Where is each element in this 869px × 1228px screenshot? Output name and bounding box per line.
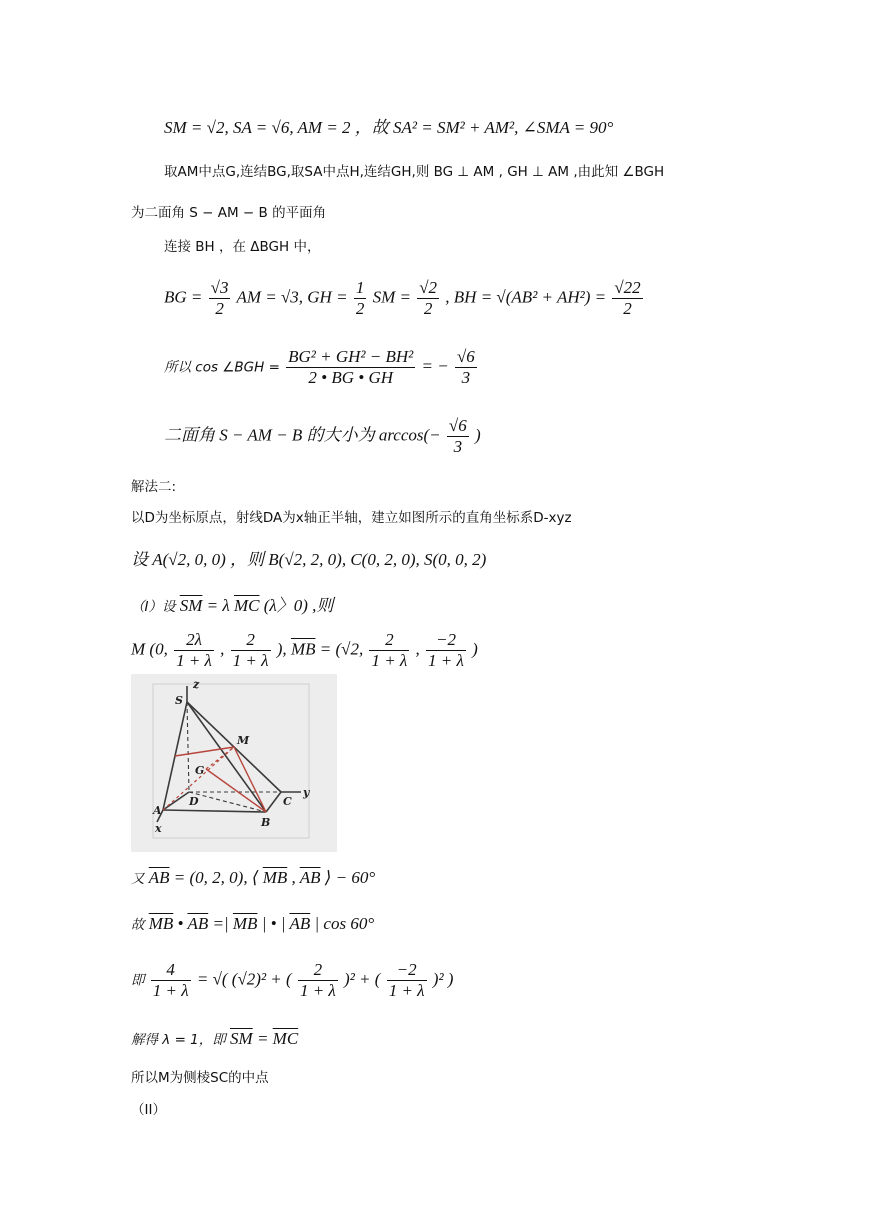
l12-pre: M (0, xyxy=(131,639,168,659)
line-6 xyxy=(164,347,479,388)
frac-result xyxy=(455,347,477,388)
segment-gb xyxy=(206,769,266,812)
vec-mb-4: $\overline{MB}$ xyxy=(232,914,258,933)
line-1: SM = √2, SA = √6, AM = 2 ，故 SA² = SM² + AM², ∠SMA = 90° xyxy=(164,118,614,137)
frac-sq-a-den: 1 + λ xyxy=(299,981,336,1000)
label-y: y xyxy=(303,786,310,799)
pyramid-figure xyxy=(131,674,337,852)
l7-pre: 二面角 S − AM − B 的大小为 arccos(− xyxy=(164,425,441,445)
l11-mid: = λ xyxy=(206,596,230,615)
l14-pre: 故 xyxy=(131,917,145,933)
frac-four-den: 1 + λ xyxy=(152,981,189,1000)
label-g: G xyxy=(195,764,205,777)
frac-arccos xyxy=(447,416,469,457)
l11-post: (λ〉0) ,则 xyxy=(263,596,334,615)
label-d: D xyxy=(189,795,199,808)
label-s: S xyxy=(175,694,183,707)
frac-m-z xyxy=(231,630,271,671)
l15-mid: = √( (√2)² + ( xyxy=(196,969,292,989)
line-9: 以D为坐标原点，射线DA为x轴正半轴，建立如图所示的直角坐标系D-xyz xyxy=(131,510,572,526)
frac-sq-a xyxy=(298,960,338,1001)
frac-sq-b-num: −2 xyxy=(396,960,417,979)
l12-c5: ) xyxy=(472,639,478,659)
edge-ab xyxy=(163,810,266,812)
l14-b: • xyxy=(177,914,188,933)
frac-bg xyxy=(209,278,231,319)
frac-m-y xyxy=(174,630,214,671)
frac-bh-num: √22 xyxy=(614,278,641,297)
frac-cos-num: BG² + GH² − BH² xyxy=(288,347,414,366)
frac-m-y-num: 2λ xyxy=(186,630,202,649)
vec-ab-4: $\overline{AB}$ xyxy=(289,914,311,933)
line-3: 为二面角 S − AM − B 的平面角 xyxy=(131,205,327,221)
frac-gh-den: 2 xyxy=(355,299,365,318)
l14-c: =| xyxy=(212,914,229,933)
l12-c4: , xyxy=(415,639,420,659)
frac-result-den: 3 xyxy=(455,367,477,388)
l16-pre: 解得 λ = 1，即 xyxy=(131,1032,226,1048)
frac-mb-y xyxy=(369,630,409,671)
line-14 xyxy=(131,914,374,935)
l11-pre: （Ⅰ）设 xyxy=(131,599,176,615)
frac-bh-den: 2 xyxy=(612,298,642,319)
l12-c3: = (√2, xyxy=(319,639,364,659)
frac-m-y-den: 1 + λ xyxy=(176,651,212,670)
vec-mc-2: $\overline{MC}$ xyxy=(272,1029,299,1048)
vec-mc: $\overline{MC}$ xyxy=(234,596,260,615)
vec-sm-2: $\overline{SM}$ xyxy=(230,1029,253,1048)
pyramid-diagram xyxy=(131,674,337,852)
line-5 xyxy=(164,278,645,319)
vec-mb-3: $\overline{MB}$ xyxy=(148,914,174,933)
frac-m-z-den: 1 + λ xyxy=(232,651,269,670)
l5-mid3: , BH = √(AB² + AH²) = xyxy=(445,287,607,307)
line-8: 解法二: xyxy=(131,479,177,495)
frac-bg-den: 2 xyxy=(209,298,231,319)
l15-post: )² ) xyxy=(432,969,454,989)
l16-eq: = xyxy=(256,1029,273,1048)
l6-eq: = − xyxy=(421,356,449,376)
label-x: x xyxy=(155,822,162,835)
l15-pre: 即 xyxy=(131,972,145,989)
line-7 xyxy=(164,416,481,457)
frac-mb-z xyxy=(426,630,466,671)
frac-sq-b xyxy=(387,960,427,1001)
l7-post: ) xyxy=(474,425,481,445)
frac-arccos-den: 3 xyxy=(447,436,469,457)
frac-sq-b-den: 1 + λ xyxy=(388,981,425,1000)
vec-mb: $\overline{MB}$ xyxy=(290,639,316,659)
frac-gh-num: 1 xyxy=(355,278,365,297)
line-10: 设 A(√2, 0, 0) ，则 B(√2, 2, 0), C(0, 2, 0), S(0, 0, 2) xyxy=(131,550,487,569)
frac-bg-num: √3 xyxy=(210,278,229,297)
line-16 xyxy=(131,1029,298,1050)
frac-result-num: √6 xyxy=(456,347,475,366)
vec-mb-2: $\overline{MB}$ xyxy=(262,868,288,887)
label-z: z xyxy=(193,678,200,691)
edge-sb xyxy=(187,702,266,812)
vec-ab-3: $\overline{AB}$ xyxy=(187,914,209,933)
l15-mid2: )² + ( xyxy=(344,969,381,989)
frac-mb-z-num: −2 xyxy=(435,630,456,649)
frac-mb-y-num: 2 xyxy=(385,630,394,649)
l5-mid2: SM = xyxy=(372,287,411,307)
line-12 xyxy=(131,630,478,671)
l6-pre: 所以 cos ∠BGH = xyxy=(164,359,280,376)
label-b: B xyxy=(261,816,271,829)
vec-ab: $\overline{AB}$ xyxy=(148,868,170,887)
frac-sm-den: 2 xyxy=(417,298,439,319)
edge-bc xyxy=(266,792,281,812)
l12-c1: , xyxy=(220,639,225,659)
l5-mid1: AM = √3, GH = xyxy=(236,287,348,307)
l14-post: | cos 60° xyxy=(314,914,375,933)
vec-sm: $\overline{SM}$ xyxy=(179,596,203,615)
frac-mb-z-den: 1 + λ xyxy=(428,651,464,670)
line-13 xyxy=(131,868,375,889)
line-4: 连接 BH ，在 ΔBGH 中， xyxy=(164,239,321,255)
frac-four xyxy=(151,960,191,1001)
l13-pre: 又 xyxy=(131,871,145,887)
label-m: M xyxy=(237,734,250,747)
frac-gh xyxy=(354,278,367,319)
label-c: C xyxy=(283,795,292,808)
frac-sm xyxy=(417,278,439,319)
frac-sq-a-num: 2 xyxy=(313,960,323,979)
line-17: 所以M为侧棱SC的中点 xyxy=(131,1070,269,1086)
l12-c2: ), xyxy=(276,639,287,659)
frac-four-num: 4 xyxy=(166,960,175,979)
line-11 xyxy=(131,596,333,617)
line-15 xyxy=(131,960,453,1001)
label-a: A xyxy=(153,804,162,817)
l13-mid: = (0, 2, 0), ⟨ xyxy=(173,868,259,887)
line-18: （II） xyxy=(131,1102,166,1118)
l13-c: , xyxy=(291,868,296,887)
frac-cos xyxy=(286,347,415,388)
frac-bh xyxy=(612,278,642,319)
frac-cos-den: 2 • BG • GH xyxy=(286,367,415,388)
l13-post: ⟩ − 60° xyxy=(324,868,376,887)
l5-pre: BG = xyxy=(164,287,203,307)
vec-ab-2: $\overline{AB}$ xyxy=(299,868,321,887)
frac-m-z-num: 2 xyxy=(246,630,255,649)
segment-mb xyxy=(234,747,266,812)
frac-mb-y-den: 1 + λ xyxy=(371,651,408,670)
edge-sd-hidden xyxy=(187,702,189,792)
frac-sm-num: √2 xyxy=(419,278,438,297)
line-2: 取AM中点G,连结BG,取SA中点H,连结GH,则 BG ⊥ AM , GH ⊥ AM ,由此知 ∠BGH xyxy=(164,164,665,180)
l14-d: | • | xyxy=(261,914,286,933)
frac-arccos-num: √6 xyxy=(448,416,467,435)
